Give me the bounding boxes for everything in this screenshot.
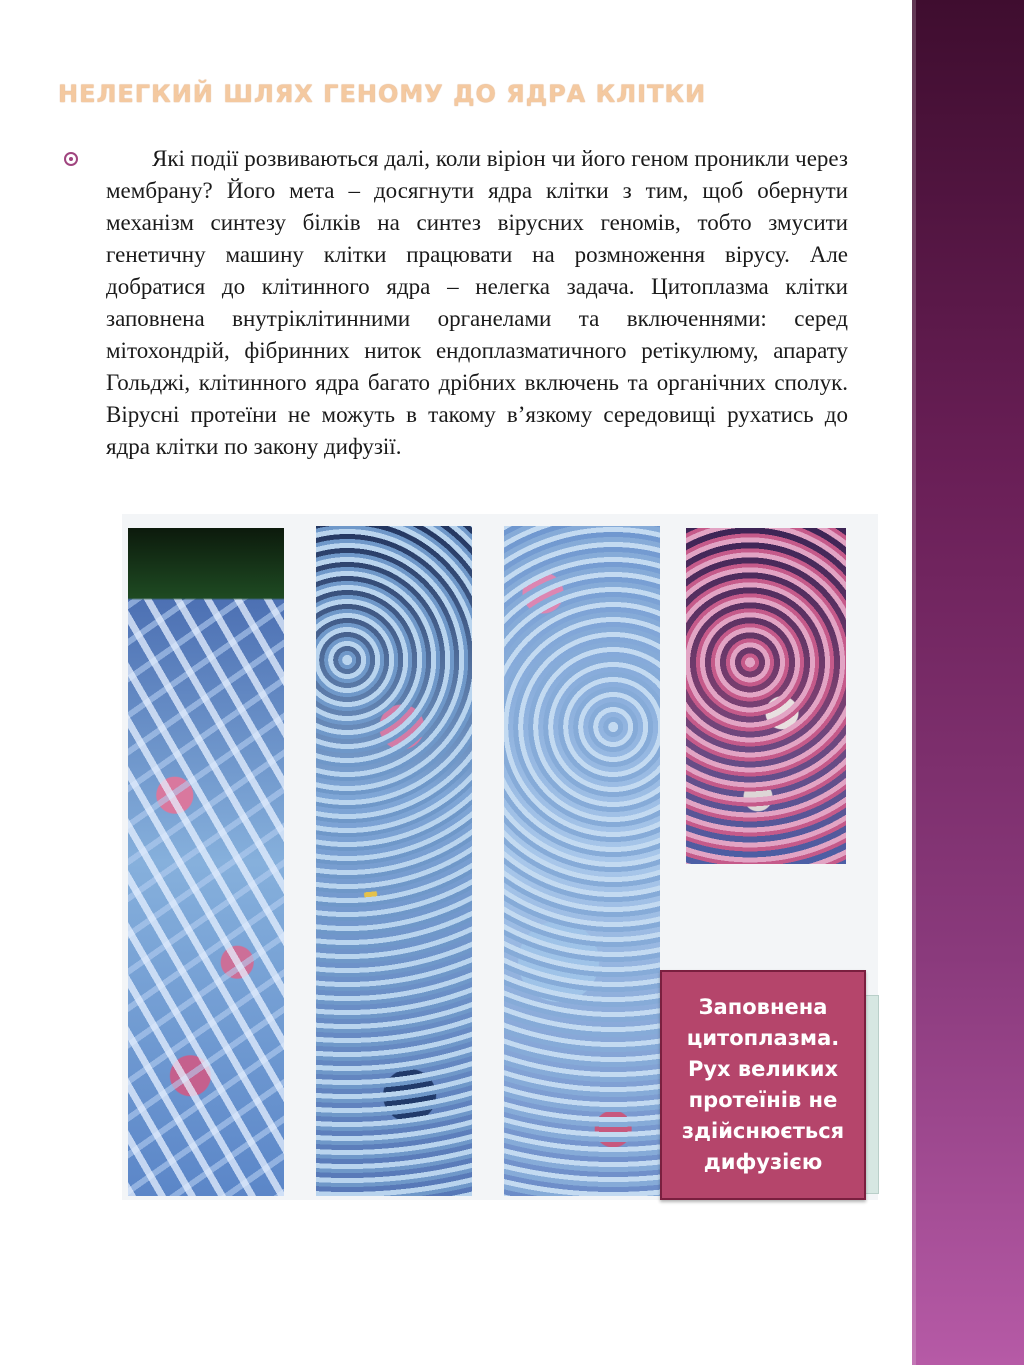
cytoplasm-strip-4 (686, 528, 846, 864)
cytoplasm-strip-3 (504, 526, 660, 1196)
caption-text: Заповнена цитоплазма. Рух великих протеїнів не здійснюється дифузією (681, 995, 845, 1174)
circle-bullet-icon (64, 152, 78, 166)
decorative-side-band (912, 0, 1024, 1365)
cytoplasm-strip-1 (128, 528, 284, 1196)
cytoplasm-strip-2 (316, 526, 472, 1196)
body-paragraph: Які події розвиваються далі, коли віріон чи його геном проникли через мембрану? Його мета – досягнути ядра клітки з тим, щоб обернути механізм синтезу білків на синтез вірусних геномів, тобто змусити генетичну машину клітки працювати на розмноження вірусу. Але добратися до клітинного ядра – нелегка задача. Цитоплазма клітки заповнена внутріклітинними органелами та включеннями: серед мітохондрій, фібринних ниток ендоплазматичного ретікулюму, апарату Гольджі, клітинного ядра багато дрібних включень та органічних сполук. Вірусні протеїни не можуть в такому в’язкому середовищі рухатись до ядра клітки по закону дифузії. (106, 146, 848, 459)
slide-title: НЕЛЕГКИЙ ШЛЯХ ГЕНОМУ ДО ЯДРА КЛІТКИ (58, 80, 707, 108)
caption-box (660, 970, 866, 1200)
